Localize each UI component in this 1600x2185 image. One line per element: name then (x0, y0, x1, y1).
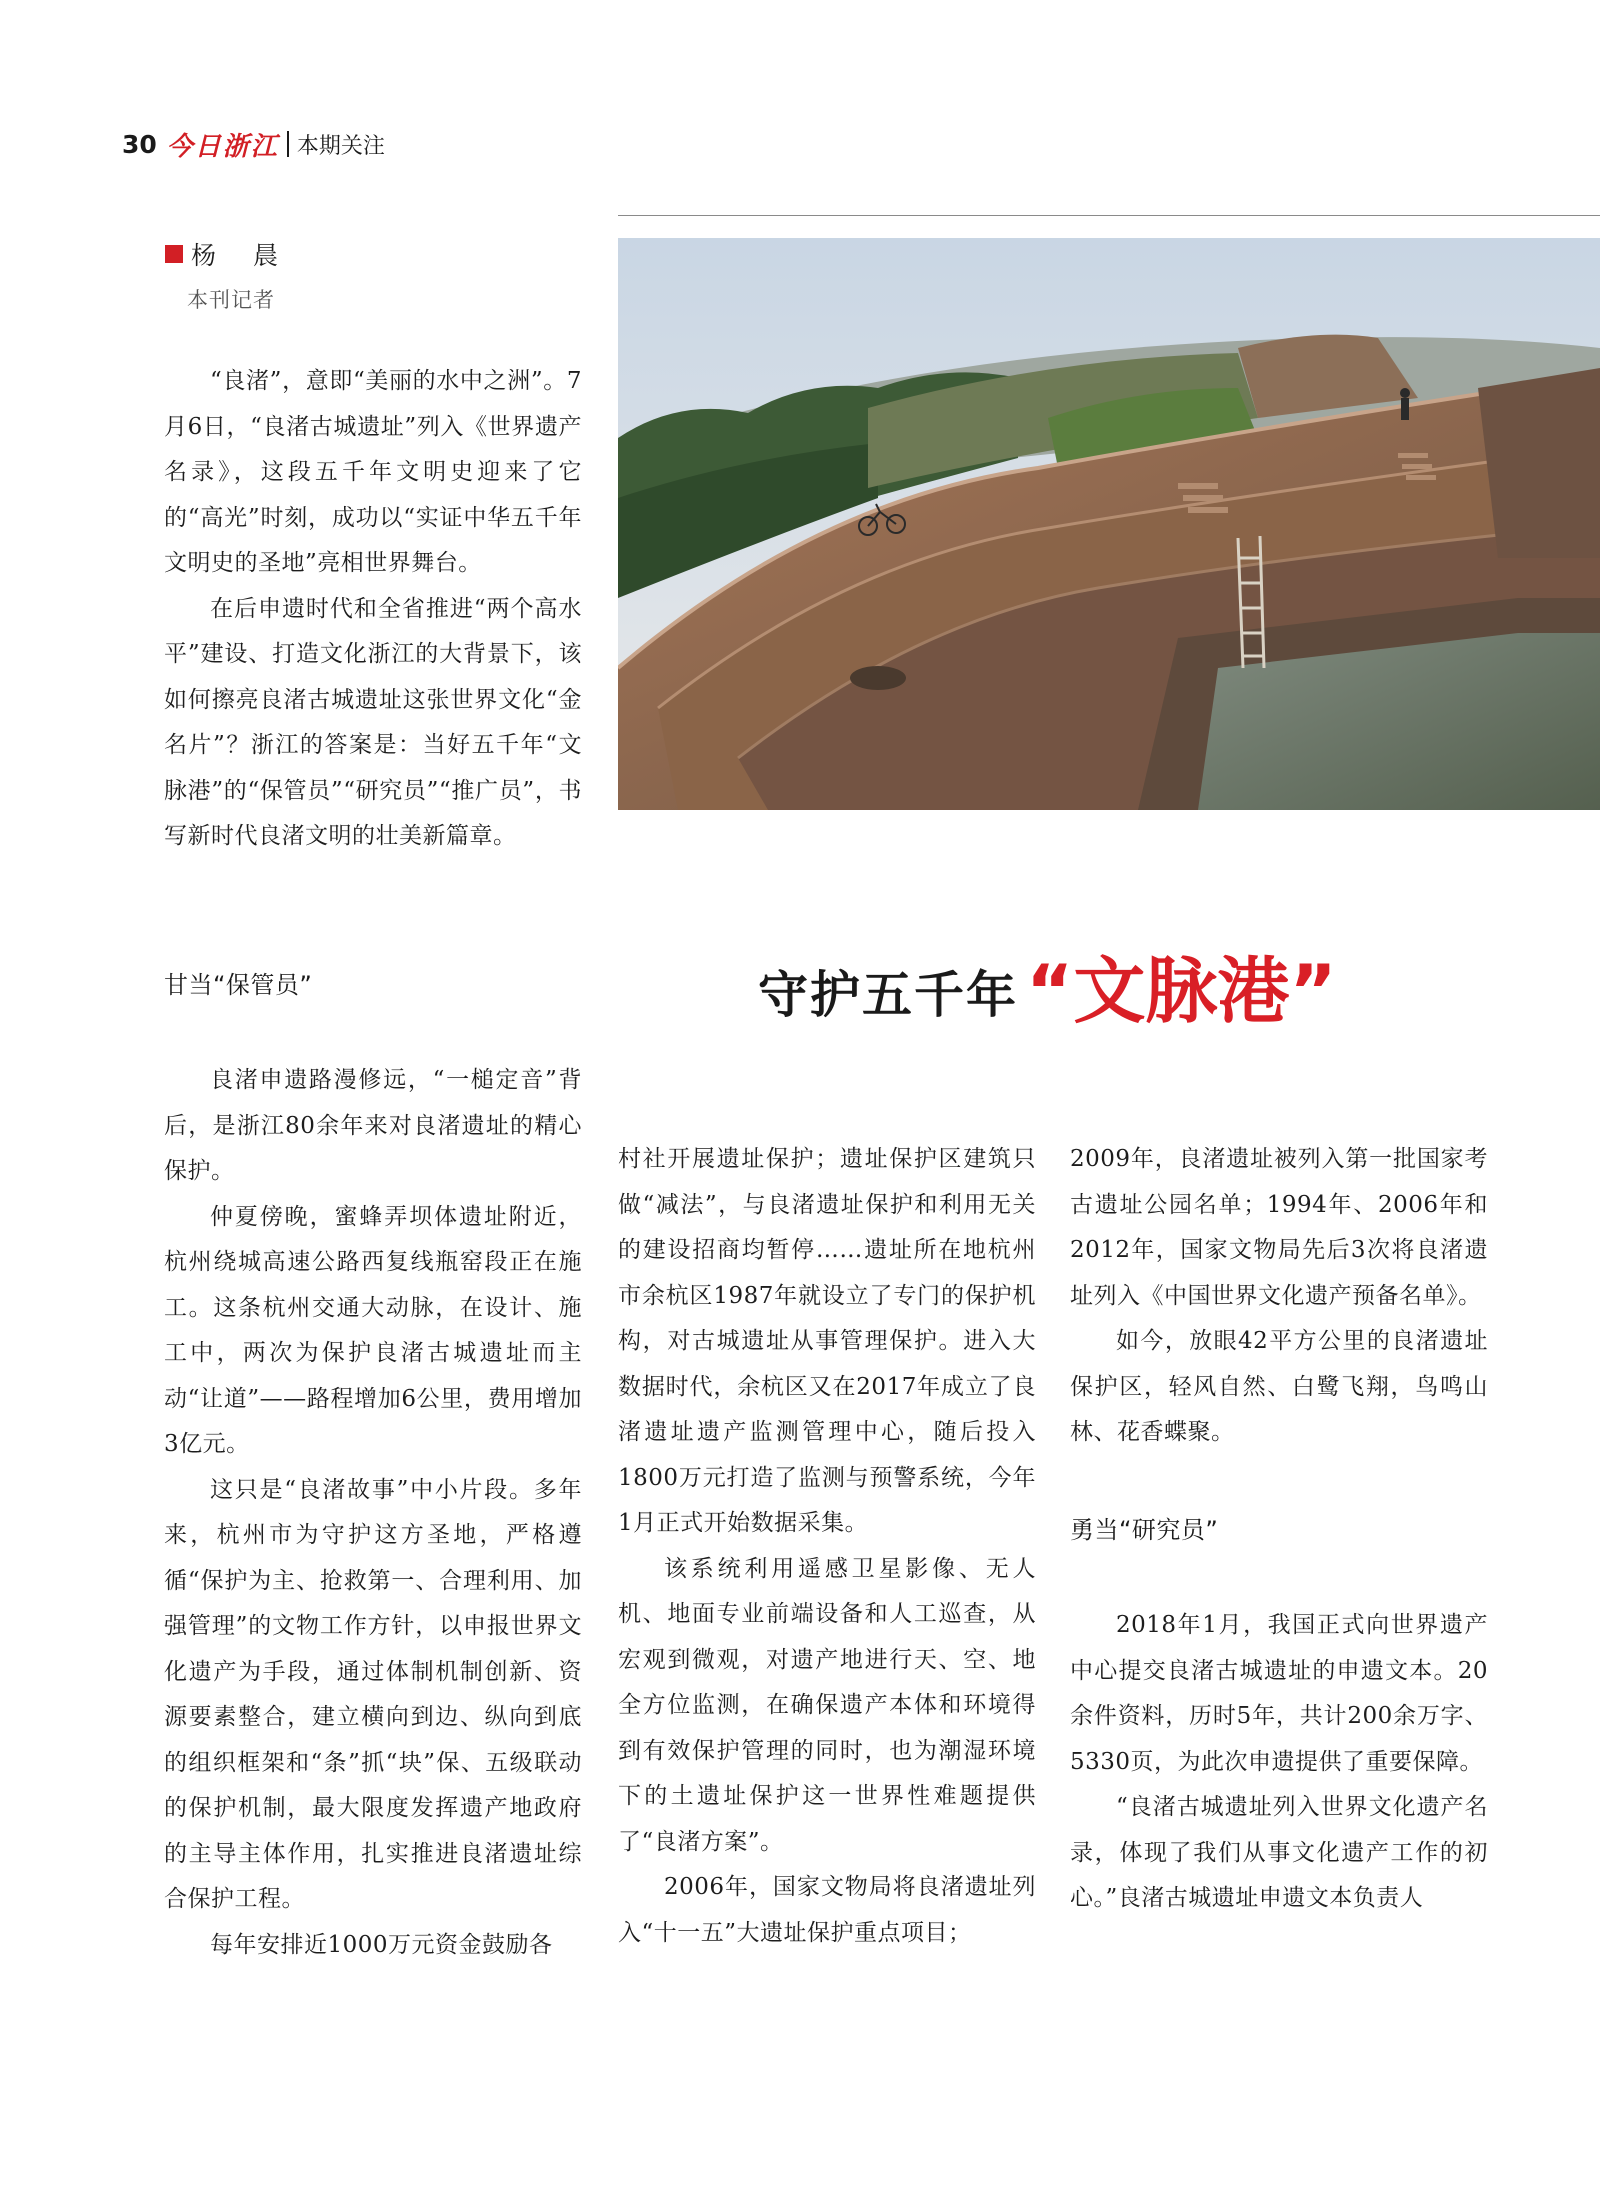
section-name: 本期关注 (296, 133, 385, 159)
column-2 (618, 1137, 1036, 1956)
paragraph: 村社开展遗址保护；遗址保护区建筑只做“减法”，与良渚遗址保护和利用无关的建设招商均暂停……遗址所在地杭州市余杭区1987年就设立了专门的保护机构，对古城遗址从事管理保护。进入大数据时代，余杭区又在2017年成立了良渚遗址遗产监测管理中心，随后投入1800万元打造了监测与预警系统，今年1月正式开始数据采集。 (618, 1146, 1036, 1536)
paragraph: 该系统利用遥感卫星影像、无人机、地面专业前端设备和人工巡查，从宏观到微观，对遗产地进行天、空、地全方位监测，在确保遗产本体和环境得到有效保护管理的同时，也为潮湿环境下的土遗址保护这一世界性难题提供了“良渚方案”。 (618, 1555, 1036, 1855)
paragraph: 2006年，国家文物局将良渚遗址列入“十一五”大遗址保护重点项目； (618, 1874, 1036, 1946)
column-3-body (1070, 1603, 1488, 1922)
title-highlight: “文脉港” (1026, 949, 1337, 1033)
column-3 (1070, 1137, 1488, 1456)
title-main: 守护五千年 (758, 966, 1018, 1024)
red-square-icon (165, 245, 183, 263)
magazine-logo: 今日浙江 (166, 131, 279, 162)
top-rule (618, 215, 1600, 216)
column-1-body (164, 1058, 582, 1968)
subheading-researcher-wrap (1070, 1508, 1488, 1554)
page-header (122, 124, 385, 164)
paragraph: “良渚”，意即“美丽的水中之洲”。7月6日，“良渚古城遗址”列入《世界遗产名录》，这段五千年文明史迎来了它的“高光”时刻，成功以“实证中华五千年文明史的圣地”亮相世界舞台。 (164, 368, 582, 576)
column-1 (164, 359, 582, 860)
author-role: 本刊记者 (187, 288, 275, 312)
article-title (758, 949, 1337, 1033)
excavation-site-photo (618, 238, 1600, 810)
paragraph: 良渚申遗路漫修远，“一槌定音”背后，是浙江80余年来对良渚遗址的精心保护。 (164, 1067, 582, 1184)
paragraph: “良渚古城遗址列入世界文化遗产名录，体现了我们从事文化遗产工作的初心。”良渚古城遗址申遗文本负责人 (1070, 1794, 1488, 1911)
page-number: 30 (122, 129, 157, 159)
author-name-text: 杨 晨 (191, 241, 285, 270)
paragraph: 仲夏傍晚，蜜蜂弄坝体遗址附近，杭州绕城高速公路西复线瓶窑段正在施工。这条杭州交通大动脉，在设计、施工中，两次为保护良渚古城遗址而主动“让道”——路程增加6公里，费用增加3亿元。 (164, 1203, 582, 1457)
header-divider (287, 131, 289, 157)
subheading-keeper-wrap (164, 963, 582, 1009)
byline (165, 236, 284, 314)
subheading-keeper: 甘当“保管员” (164, 971, 313, 999)
paragraph: 每年安排近1000万元资金鼓励各 (210, 1931, 553, 1958)
paragraph: 如今，放眼42平方公里的良渚遗址保护区，轻风自然、白鹭飞翔，鸟鸣山林、花香蝶聚。 (1070, 1328, 1488, 1445)
subheading-researcher: 勇当“研究员” (1070, 1516, 1219, 1544)
author-name (165, 236, 284, 272)
paragraph: 2018年1月，我国正式向世界遗产中心提交良渚古城遗址的申遗文本。20余件资料，历时5年，共计200余万字、5330页，为此次申遗提供了重要保障。 (1070, 1612, 1488, 1775)
paragraph: 2009年，良渚遗址被列入第一批国家考古遗址公园名单；1994年、2006年和2012年，国家文物局先后3次将良渚遗址列入《中国世界文化遗产预备名单》。 (1070, 1146, 1488, 1309)
paragraph: 在后申遗时代和全省推进“两个高水平”建设、打造文化浙江的大背景下，该如何擦亮良渚古城遗址这张世界文化“金名片”？浙江的答案是：当好五千年“文脉港”的“保管员”“研究员”“推广员”，书写新时代良渚文明的壮美新篇章。 (164, 595, 582, 849)
paragraph: 这只是“良渚故事”中小片段。多年来，杭州市为守护这方圣地，严格遵循“保护为主、抢救第一、合理利用、加强管理”的文物工作方针，以申报世界文化遗产为手段，通过体制机制创新、资源要素整合，建立横向到边、纵向到底的组织框架和“条”抓“块”保、五级联动的保护机制，最大限度发挥遗产地政府的主导主体作用，扎实推进良渚遗址综合保护工程。 (164, 1476, 582, 1912)
